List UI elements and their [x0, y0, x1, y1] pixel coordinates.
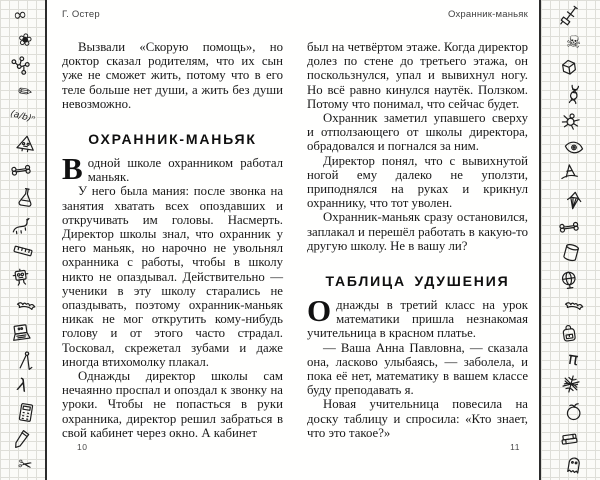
- cylinder-icon: [551, 238, 590, 268]
- paragraph: Охранник-маньяк сразу остановился, заплакал и перешёл работать в какую-то другую школу. Не в вашу ли?: [307, 210, 528, 253]
- paragraph: Вызвали «Скорую помощь», но доктор сказал родителям, что их сын уже не сможет жить, потому что в его теле больше нет души, а жить без души невозможно.: [62, 40, 283, 111]
- right-doodle-column: [541, 0, 600, 480]
- pipette-icon: [2, 426, 39, 453]
- paragraph: Охранник заметил упавшего сверху и отползающего от школы директора, обрадовался и погнался за ним.: [307, 111, 528, 154]
- infinity-icon: ∞: [12, 4, 29, 27]
- dinosaur-icon: [2, 211, 39, 238]
- paragraph-text: одной школе охранником работал маньяк.: [87, 156, 283, 185]
- drop-cap-letter: В: [62, 151, 83, 187]
- molecule-icon: [2, 53, 39, 80]
- calculator-icon: [7, 399, 44, 426]
- left-doodle-column: [0, 0, 45, 480]
- scissors-icon: ✂: [16, 454, 35, 477]
- syringe-icon: [550, 3, 587, 30]
- paragraph: — Ваша Анна Павловна, — сказала она, ласково улыбаясь, — заболела, и пока её нет, математику в вашем классе буду преподавать я.: [307, 340, 528, 398]
- compass-icon: [7, 347, 44, 374]
- dna-icon: [555, 81, 592, 108]
- web-icon: [551, 369, 590, 399]
- robot-icon: [2, 265, 39, 292]
- paragraph: был на четвёртом этаже. Когда директор долез по стене до третьего этажа, он поскользнулся, упал и вывихнул ногу. Но всё равно кинулся наутёк. Ползком. Потому что понимал, что сейчас будет.: [307, 40, 528, 111]
- wizard-hat-icon: [550, 160, 587, 187]
- globe-icon: [550, 267, 587, 294]
- right-page-text: [307, 40, 528, 440]
- ghost-icon: [555, 451, 592, 478]
- laptop-icon: [2, 320, 39, 347]
- paragraph: Новая учительница повесила на доску таблицу и спросила: «Кто знает, что это такое?»: [307, 397, 528, 440]
- spider-icon: [551, 105, 590, 135]
- formula-icon: (a/b)ⁿ: [9, 109, 36, 126]
- running-header-chapter: Охранник-маньяк: [447, 9, 528, 20]
- page-number-left: 10: [77, 442, 88, 452]
- left-page: [62, 0, 283, 480]
- right-page: [307, 0, 528, 480]
- left-page-text: [62, 40, 283, 440]
- skull-icon: ☠: [564, 30, 583, 54]
- paragraph: Директор понял, что с вывихнутой ногой ему далеко не уползти, приподнялся на руках и крикнул охраннику, что тот уволен.: [307, 153, 528, 211]
- bone-icon: [2, 157, 39, 184]
- page-number-right: 11: [510, 442, 520, 452]
- left-doodle-border: [0, 0, 47, 480]
- eye-icon: [555, 134, 592, 161]
- chapter-title-guard-maniac: ОХРАННИК-МАНЬЯК: [88, 131, 257, 148]
- books-icon: [550, 424, 587, 451]
- backpack-icon: [550, 320, 587, 347]
- drop-cap-letter: О: [307, 293, 332, 329]
- running-header-author: Г. Остер: [62, 9, 100, 20]
- pencil-icon: ✏: [16, 81, 35, 104]
- bone-icon: [550, 214, 587, 241]
- pi-icon: π: [566, 348, 581, 370]
- paragraph: Однажды директор школы сам нечаянно проспал и опоздал к звонку на уроки. Чтобы не попасться в руки охранника, директор решил забраться в свой кабинет через окно. А кабинет: [62, 369, 283, 440]
- apple-icon: [555, 398, 592, 425]
- triangle-face-icon: [7, 130, 44, 157]
- cube-icon: [550, 54, 587, 81]
- paragraph-dropcap: [307, 293, 528, 341]
- bat-icon: [7, 292, 44, 319]
- ruler-icon: [3, 236, 42, 266]
- paragraph-dropcap: [62, 151, 283, 187]
- chapter-title-choking-table: ТАБЛИЦА УДУШЕНИЯ: [325, 273, 510, 290]
- flask-icon: [7, 184, 44, 211]
- flower-icon: ❀: [16, 29, 35, 52]
- lambda-icon: λ: [15, 374, 30, 397]
- crystal-icon: [555, 187, 592, 214]
- paragraph-text: днажды в третий класс на урок математики пришла незнакомая учительница в красном платье.: [307, 298, 528, 341]
- right-doodle-border: [539, 0, 600, 480]
- paragraph: У него была мания: после звонка на занятия хватать всех опоздавших и откручивать им головы. Насмерть. Директор школы знал, что охранник у него маньяк, но нарочно не увольнял охранника с работы, чтобы в школу никто не опаздывал. Действительно — ученики в эту школу старались не опаздывать, поэтому охранник-маньяк никак не мог открутить кому-нибудь голову и от этого часто страдал. Тосковал, скрежетал зубами и даже иногда втихомолку плакал.: [62, 184, 283, 369]
- bat-icon: [555, 293, 592, 320]
